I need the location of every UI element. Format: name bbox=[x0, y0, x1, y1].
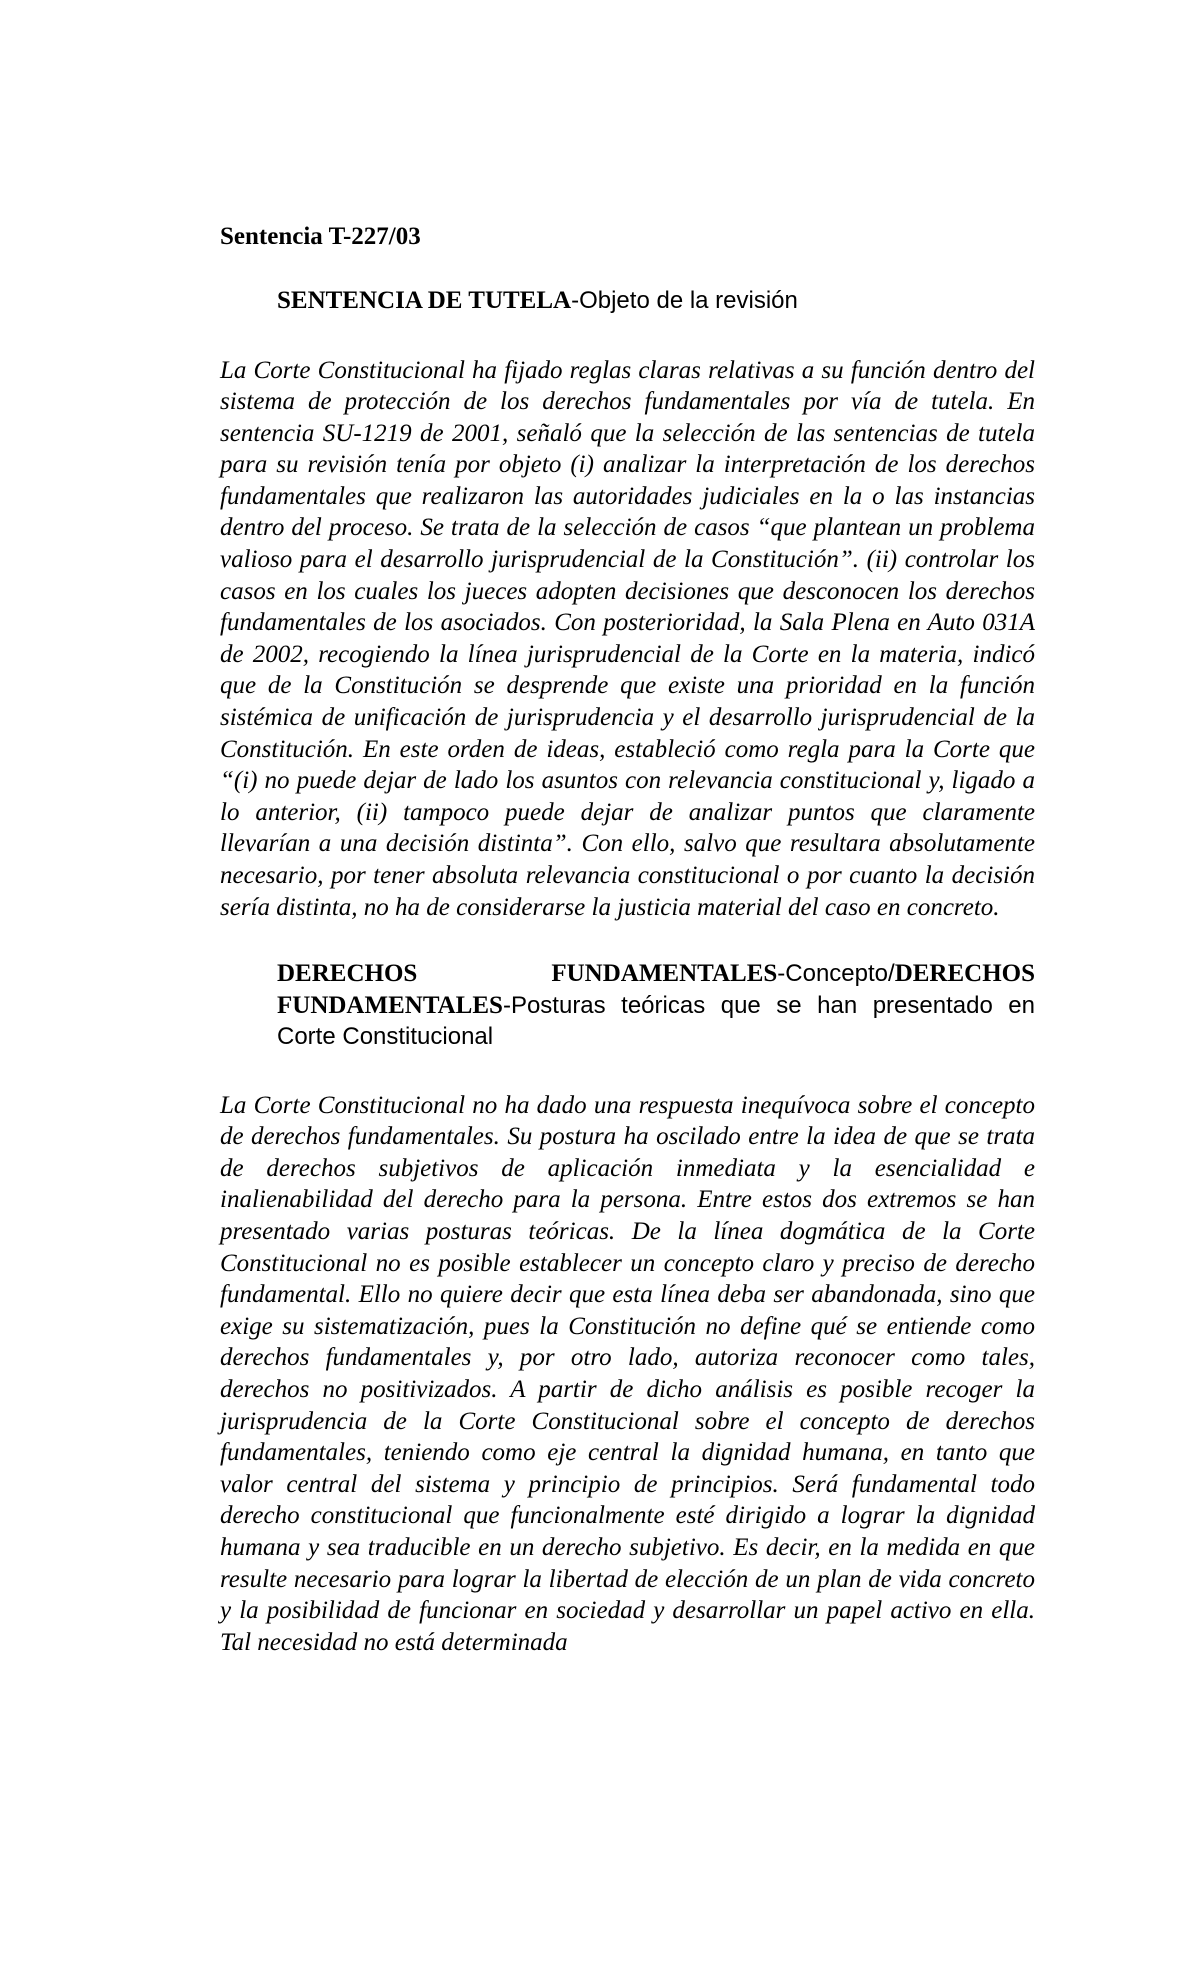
section-heading-derechos bbox=[277, 958, 1035, 1053]
summary-paragraph-revision: La Corte Constitucional ha fijado reglas claras relativas a su función dentro del sistema de protección de los derechos fundamentales por vía de tutela. En sentencia SU-1219 de 2001, señaló que la selección de las sentencias de tutela para su revisión tenía por objeto (i) analizar la interpretación de los derechos fundamentales que realizaron las autoridades judiciales en la o las instancias dentro del proceso. Se trata de la selección de casos “que plantean un problema valioso para el desarrollo jurisprudencial de la Constitución”. (ii) controlar los casos en los cuales los jueces adopten decisiones que desconocen los derechos fundamentales de los asociados. Con posterioridad, la Sala Plena en Auto 031A de 2002, recogiendo la línea jurisprudencial de la Corte en la materia, indicó que de la Constitución se desprende que existe una prioridad en la función sistémica de unificación de jurisprudencia y el desarrollo jurisprudencial de la Constitución. En este orden de ideas, estableció como regla para la Corte que “(i) no puede dejar de lado los asuntos con relevancia constitucional y, ligado a lo anterior, (ii) tampoco puede dejar de analizar puntos que claramente llevarían a una decisión distinta”. Con ello, salvo que resultara absolutamente necesario, por tener absoluta relevancia constitucional o por cuanto la decisión sería distinta, no ha de considerarse la justicia material del caso en concreto. bbox=[220, 356, 1035, 921]
section-heading-tutela bbox=[277, 285, 1035, 317]
heading-descriptor: -Objeto de la revisión bbox=[571, 287, 798, 314]
document-title: Sentencia T-227/03 bbox=[220, 223, 421, 250]
summary-paragraph-derechos: La Corte Constitucional no ha dado una respuesta inequívoca sobre el concepto de derechos fundamentales. Su postura ha oscilado entre la idea de que se trata de derechos subjetivos de aplicación inmediata y la esencialidad e inalienabilidad del derecho para la persona. Entre estos dos extremos se han presentado varias posturas teóricas. De la línea dogmática de la Corte Constitucional no es posible establecer un concepto claro y preciso de derecho fundamental. Ello no quiere decir que esta línea deba ser abandonada, sino que exige su sistematización, pues la Constitución no define qué se entiende como derechos fundamentales y, por otro lado, autoriza reconocer como tales, derechos no positivizados. A partir de dicho análisis es posible recoger la jurisprudencia de la Corte Constitucional sobre el concepto de derechos fundamentales, teniendo como eje central la dignidad humana, en tanto que valor central del sistema y principio de principios. Será fundamental todo derecho constitucional que funcionalmente esté dirigido a lograr la dignidad humana y sea traducible en un derecho subjetivo. Es decir, en la medida en que resulte necesario para lograr la libertad de elección de un plan de vida concreto y la posibilidad de funcionar en sociedad y desarrollar un papel activo en ella. Tal necesidad no está determinada bbox=[220, 1091, 1035, 1656]
heading-descriptor-second: -Posturas teóricas que se han presentado en Corte Constitucional bbox=[277, 991, 1035, 1051]
document-page bbox=[220, 222, 1035, 1658]
heading-descriptor: -Concepto/ bbox=[777, 960, 895, 988]
heading-keyword-second: DERECHOS FUNDAMENTALES bbox=[277, 960, 1035, 1019]
heading-keyword: DERECHOS FUNDAMENTALES bbox=[277, 960, 778, 988]
heading-keyword: SENTENCIA DE TUTELA bbox=[277, 287, 572, 314]
